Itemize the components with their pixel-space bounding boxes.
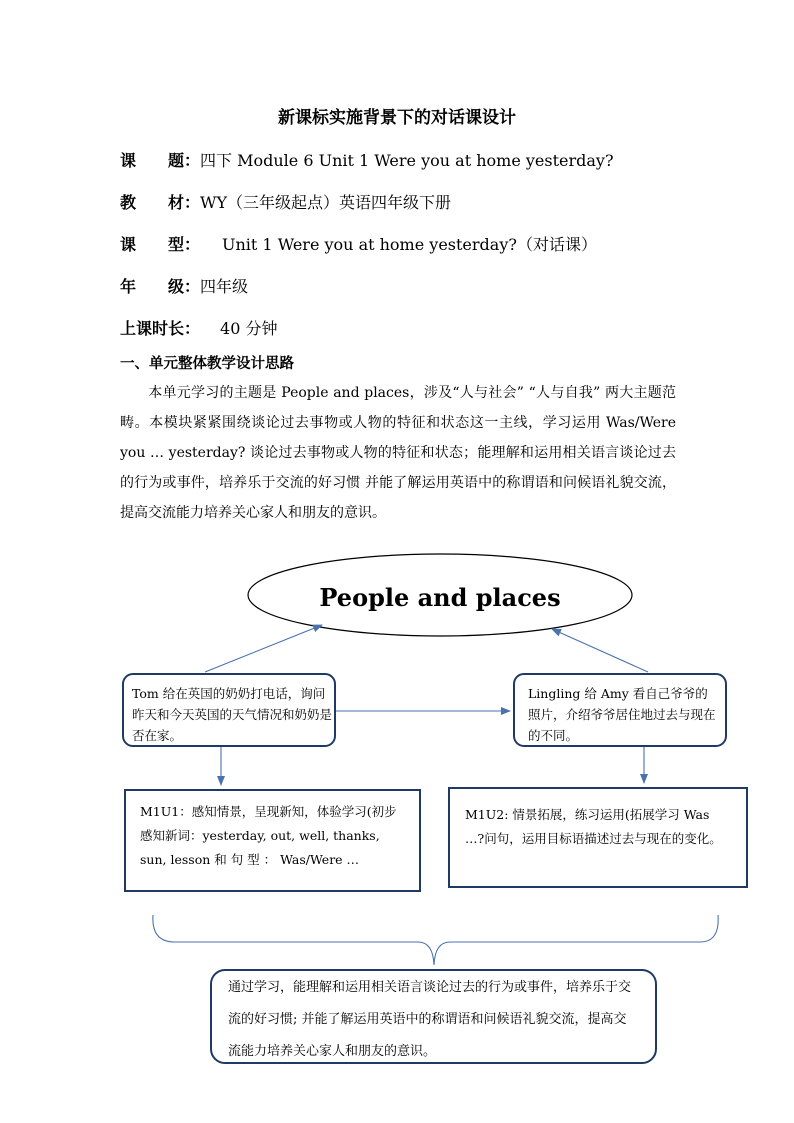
meta-value-topic: 四下 Module 6 Unit 1 Were you at home yesterday?: [200, 151, 614, 170]
meta-value-type: Unit 1 Were you at home yesterday?（对话课）: [222, 235, 597, 254]
section-heading: 一、单元整体教学设计思路: [120, 355, 294, 372]
box-bottom-text: 通过学习，能理解和运用相关语言谈论过去的行为或事件，培养乐于交流的好习惯; 并能了解运用英语中的称谓语和问候语礼貌交流，提高交流能力培养关心家人和朋友的意识。: [228, 980, 632, 1059]
meta-label-duration: 上课时长：: [120, 319, 201, 338]
box-m1u1-text: M1U1：感知情景，呈现新知，体验学习(初步感知新词：yesterday, out, well, thanks, sun, lesson 和 句 型 ： Was/Were …: [140, 804, 397, 867]
page-title: 新课标实施背景下的对话课设计: [278, 108, 516, 128]
meta-value-grade: 四年级: [200, 277, 249, 296]
meta-value-textbook: WY（三年级起点）英语四年级下册: [200, 193, 452, 212]
center-label: People and places: [319, 583, 561, 612]
meta-label-textbook: 教 材：: [120, 193, 200, 212]
meta-label-topic: 课 题：: [120, 151, 200, 170]
arrow-left-to-center: [205, 625, 322, 672]
meta-label-grade: 年 级：: [120, 277, 200, 296]
box-left-top-text: Tom 给在英国的奶奶打电话，询问昨天和今天英国的天气情况和奶奶是否在家。: [132, 686, 333, 743]
meta-value-duration: 40 分钟: [220, 319, 278, 338]
box-m1u2-text: M1U2: 情景拓展，练习运用(拓展学习 Was …?问句，运用目标语描述过去与现在的变化。: [465, 807, 722, 846]
arrow-right-to-center: [552, 629, 648, 672]
box-right-top-text: Lingling 给 Amy 看自己爷爷的照片，介绍爷爷居住地过去与现在的不同。: [528, 686, 716, 743]
meta-label-type: 课 型：: [120, 235, 200, 254]
paragraph-text: 本单元学习的主题是 People and places，涉及“人与社会” “人与自我” 两大主题范畴。本模块紧紧围绕谈论过去事物或人物的特征和状态这一主线，学习运用 Was/Were you … yesterday? 谈论过去事物或人物的特征和状态；能理解和运用相关语言谈论过去的行为或事件，培养乐于交流的好习惯 并能了解运用英语中的称谓语和问候语礼貌交流，提高交流能力培养关心家人和朋友的意识。: [120, 385, 676, 521]
brace: [153, 915, 718, 965]
